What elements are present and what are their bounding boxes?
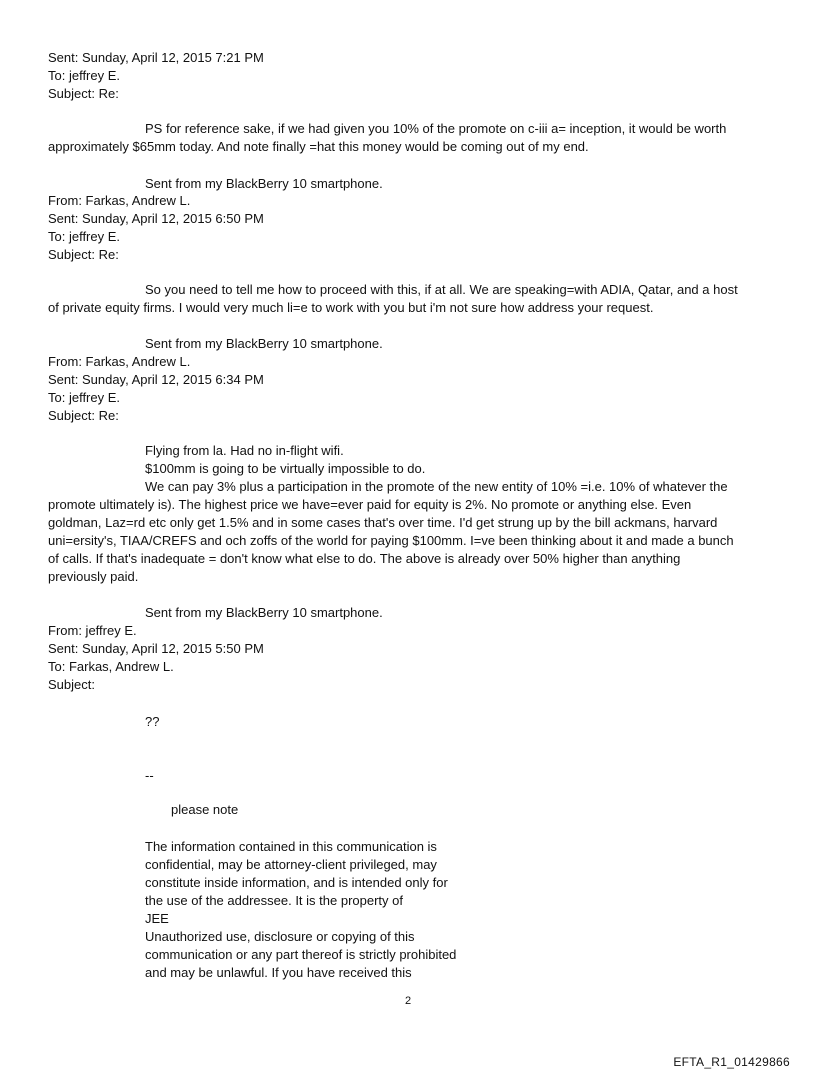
email4-to: To: Farkas, Andrew L. [48,659,174,674]
email4-subject: Subject: [48,677,95,692]
email4-from: From: jeffrey E. [48,623,137,638]
email3-body-line: uni=ersity's, TIAA/CREFS and och zoffs of the world for paying $100mm. I=ve been thinking about it and made a bunch [48,533,734,548]
email3-signature: Sent from my BlackBerry 10 smartphone. [145,605,383,620]
email2-from: From: Farkas, Andrew L. [48,193,191,208]
email2-to: To: jeffrey E. [48,229,121,244]
email3-from: From: Farkas, Andrew L. [48,354,191,369]
disclaimer-line: and may be unlawful. If you have received this [145,965,412,980]
email2-sent: Sent: Sunday, April 12, 2015 6:50 PM [48,211,264,226]
email3-body-line: promote ultimately is). The highest price we have=ever paid for equity is 2%. No promote or anything else. Even [48,497,692,512]
disclaimer-line: the use of the addressee. It is the property of [145,893,403,908]
disclaimer-line: JEE [145,911,169,926]
email3-body-line: of calls. If that's inadequate = don't know what else to do. The above is already over 50% higher than anything [48,551,681,566]
email4-note-heading: please note [171,802,239,817]
email3-body-line: Flying from la. Had no in-flight wifi. [145,443,344,458]
email4-separator: -- [145,768,154,783]
email3-body-line: goldman, Laz=rd etc only get 1.5% and in some cases that's over time. I'd get strung up by the bill ackmans, harvard [48,515,718,530]
email1-subject: Subject: Re: [48,86,119,101]
email1-signature: Sent from my BlackBerry 10 smartphone. [145,176,383,191]
email4-body: ?? [145,714,160,729]
disclaimer-line: The information contained in this communication is [145,839,437,854]
email3-body-line: $100mm is going to be virtually impossible to do. [145,461,426,476]
email1-to: To: jeffrey E. [48,68,121,83]
email3-body-line: previously paid. [48,569,139,584]
email2-signature: Sent from my BlackBerry 10 smartphone. [145,336,383,351]
disclaimer-line: Unauthorized use, disclosure or copying of this [145,929,415,944]
disclaimer-line: communication or any part thereof is strictly prohibited [145,947,457,962]
email1-body-line: PS for reference sake, if we had given you 10% of the promote on c-iii a= inception, it would be worth [145,121,727,136]
email2-subject: Subject: Re: [48,247,119,262]
email3-sent: Sent: Sunday, April 12, 2015 6:34 PM [48,372,264,387]
email3-subject: Subject: Re: [48,408,119,423]
disclaimer-line: confidential, may be attorney-client privileged, may [145,857,437,872]
email3-to: To: jeffrey E. [48,390,121,405]
disclaimer-line: constitute inside information, and is intended only for [145,875,448,890]
document-id: EFTA_R1_01429866 [673,1055,790,1069]
email3-body-line: We can pay 3% plus a participation in the promote of the new entity of 10% =i.e. 10% of whatever the [145,479,728,494]
email2-body-line: of private equity firms. I would very much li=e to work with you but i'm not sure how address your request. [48,300,654,315]
email4-sent: Sent: Sunday, April 12, 2015 5:50 PM [48,641,264,656]
page-number: 2 [404,995,412,1007]
email2-body-line: So you need to tell me how to proceed with this, if at all. We are speaking=with ADIA, Qatar, and a host [145,282,738,297]
email1-body-line: approximately $65mm today. And note finally =hat this money would be coming out of my end. [48,139,589,154]
email1-sent: Sent: Sunday, April 12, 2015 7:21 PM [48,50,264,65]
